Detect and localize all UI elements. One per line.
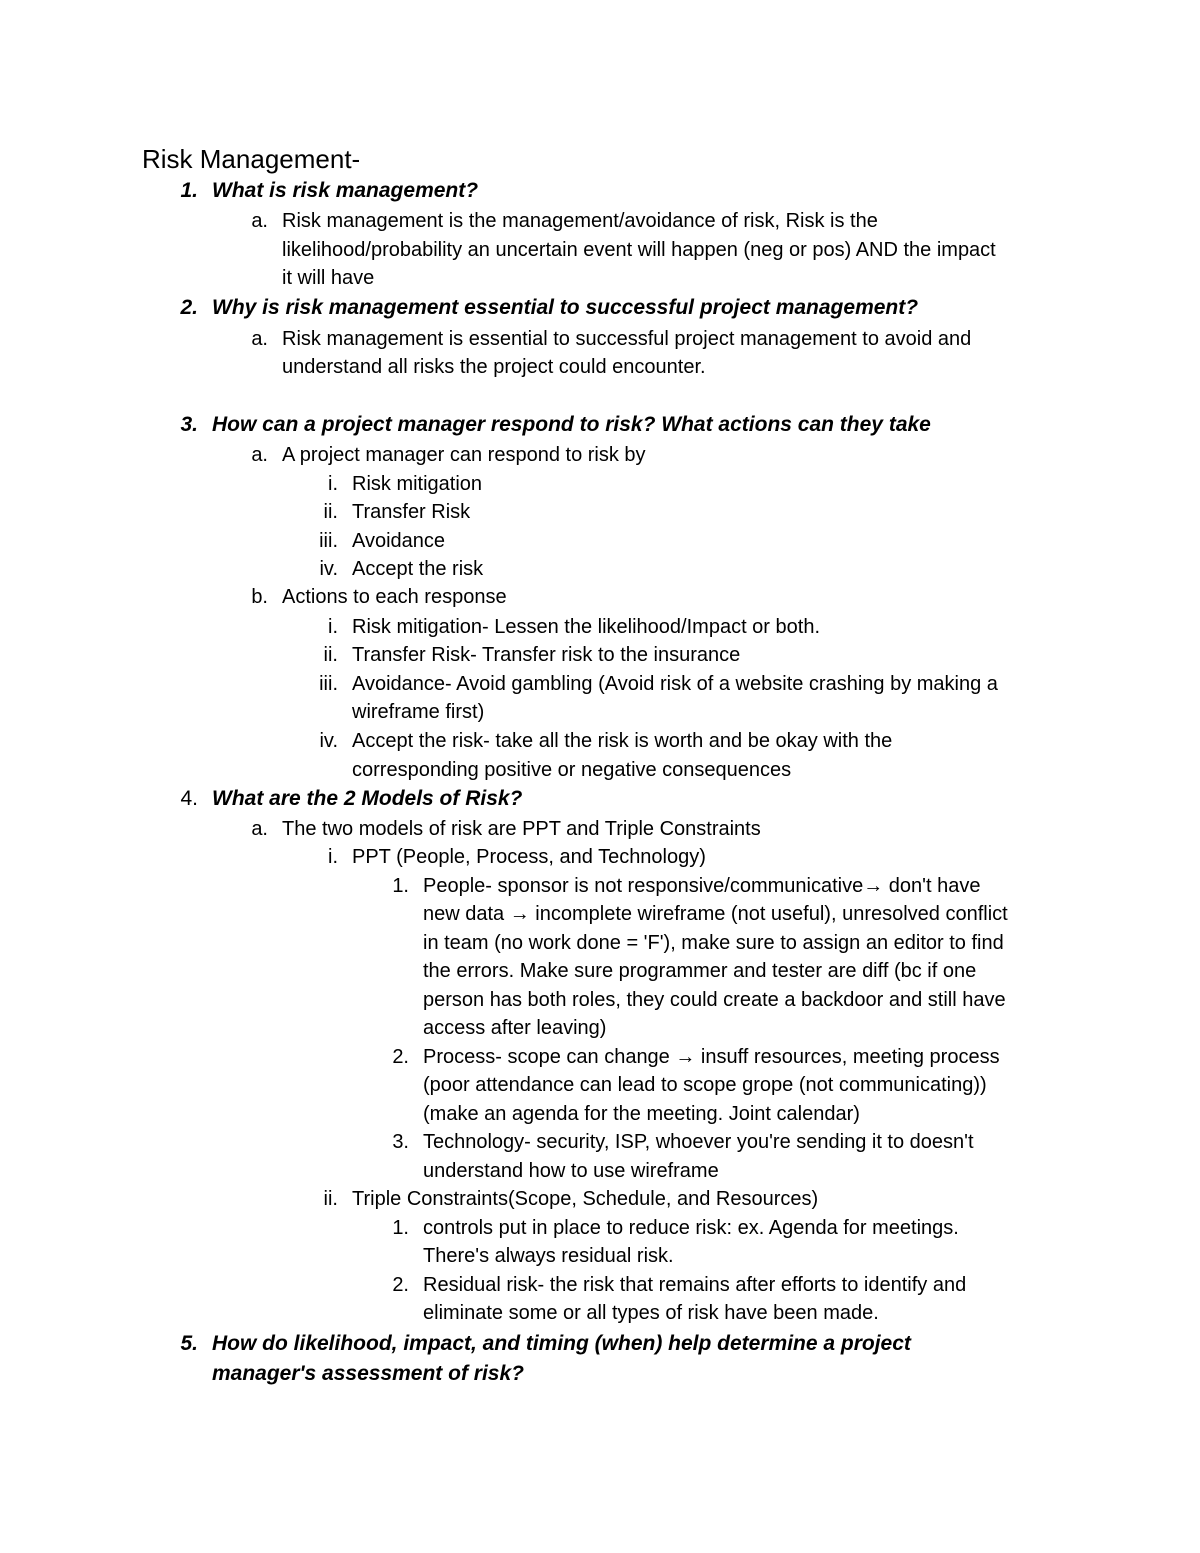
list-item-text: Avoidance- Avoid gambling (Avoid risk of a website crashing by making a	[352, 673, 998, 695]
list-marker: 1.	[392, 1217, 409, 1239]
list-marker: 4.	[180, 787, 198, 810]
list-item-continuation: wireframe first)	[352, 701, 485, 723]
question-5	[180, 1330, 911, 1359]
list-item-text: Triple Constraints(Scope, Schedule, and Resources)	[352, 1188, 819, 1210]
answer-line: understand all risks the project could encounter.	[282, 356, 706, 378]
question-text-continuation	[212, 1360, 524, 1389]
list-marker: 2.	[392, 1046, 409, 1068]
list-item-continuation: new data → incomplete wireframe (not useful), unresolved conflict	[423, 903, 1008, 925]
question-text: How can a project manager respond to risk? What actions can they take	[212, 413, 931, 436]
list-item-continuation: understand how to use wireframe	[423, 1160, 719, 1182]
list-item	[392, 1271, 967, 1300]
list-item-text: Risk mitigation	[352, 473, 483, 495]
answer-4a	[251, 815, 761, 844]
question-text: How do likelihood, impact, and timing (when) help determine a project	[212, 1332, 911, 1355]
list-item-continuation: There's always residual risk.	[423, 1245, 674, 1267]
answer-text: The two models of risk are PPT and Triple Constraints	[282, 818, 761, 840]
list-marker: iii.	[319, 530, 338, 552]
answer-text: A project manager can respond to risk by	[282, 444, 646, 466]
list-marker: 2.	[392, 1274, 409, 1296]
question-text: Why is risk management essential to successful project management?	[212, 296, 919, 319]
list-item	[392, 1043, 1000, 1072]
list-item-continuation: in team (no work done = 'F'), make sure to assign an editor to find	[423, 932, 1004, 954]
list-item-text: Accept the risk	[352, 558, 484, 580]
list-item	[319, 670, 998, 699]
list-item-continuation: (poor attendance can lead to scope grope (not communicating))	[423, 1074, 987, 1096]
list-item-text: Accept the risk- take all the risk is worth and be okay with the	[352, 730, 893, 752]
answer-3b	[251, 583, 507, 612]
model-ppt	[328, 843, 706, 872]
list-item	[323, 641, 741, 670]
list-marker: i.	[328, 616, 338, 638]
list-marker: iv.	[319, 730, 338, 752]
list-item-text: PPT (People, Process, and Technology)	[352, 846, 706, 868]
list-marker: 3.	[180, 413, 198, 436]
list-marker: 1.	[392, 875, 409, 897]
list-item-text: Transfer Risk	[352, 501, 471, 523]
list-marker: ii.	[323, 1188, 338, 1210]
answer-2a	[251, 325, 972, 354]
list-item	[392, 1214, 959, 1243]
model-triple-constraints	[323, 1185, 819, 1214]
list-item-continuation: (make an agenda for the meeting. Joint calendar)	[423, 1103, 860, 1125]
question-4	[180, 785, 523, 814]
list-item-text: Technology- security, ISP, whoever you're sending it to doesn't	[423, 1131, 974, 1153]
list-item	[328, 613, 821, 642]
list-marker: a.	[251, 328, 268, 350]
list-marker: 1.	[180, 179, 198, 202]
list-item-continuation: person has both roles, they could create a backdoor and still have	[423, 989, 1006, 1011]
question-text: manager's assessment of risk?	[212, 1362, 524, 1385]
question-3	[180, 411, 931, 440]
list-marker: b.	[251, 586, 268, 608]
answer-line: Risk management is the management/avoidance of risk, Risk is the	[282, 210, 878, 232]
question-text: What are the 2 Models of Risk?	[212, 787, 523, 810]
list-marker: i.	[328, 473, 338, 495]
answer-1a	[251, 207, 878, 236]
list-item-continuation: the errors. Make sure programmer and tester are diff (bc if one	[423, 960, 977, 982]
answer-3a	[251, 441, 646, 470]
list-item-text: Process- scope can change → insuff resources, meeting process	[423, 1046, 1000, 1068]
page-title: Risk Management-	[142, 144, 361, 174]
question-2	[180, 294, 919, 323]
list-marker: iv.	[319, 558, 338, 580]
list-item	[323, 498, 471, 527]
list-marker: 3.	[392, 1131, 409, 1153]
list-item-text: Avoidance	[352, 530, 446, 552]
list-marker: iii.	[319, 673, 338, 695]
list-item	[319, 727, 893, 756]
list-marker: a.	[251, 818, 268, 840]
list-item	[392, 1128, 974, 1157]
list-item	[328, 470, 483, 499]
list-marker: 2.	[180, 296, 198, 319]
list-item	[319, 527, 446, 556]
question-1	[180, 177, 479, 206]
list-item	[319, 555, 484, 584]
list-item-text: Risk mitigation- Lessen the likelihood/Impact or both.	[352, 616, 821, 638]
list-item-continuation: corresponding positive or negative consequences	[352, 759, 792, 781]
answer-line: Risk management is essential to successful project management to avoid and	[282, 328, 972, 350]
list-item-text: Residual risk- the risk that remains after efforts to identify and	[423, 1274, 967, 1296]
list-item	[392, 872, 981, 901]
list-item-continuation: access after leaving)	[423, 1017, 607, 1039]
answer-line: likelihood/probability an uncertain event will happen (neg or pos) AND the impact	[282, 239, 996, 261]
list-marker: a.	[251, 210, 268, 232]
list-item-text: Transfer Risk- Transfer risk to the insurance	[352, 644, 741, 666]
answer-text: Actions to each response	[282, 586, 507, 608]
list-item-continuation: eliminate some or all types of risk have been made.	[423, 1302, 879, 1324]
list-marker: 5.	[180, 1332, 198, 1355]
question-text: What is risk management?	[212, 179, 479, 202]
list-marker: a.	[251, 444, 268, 466]
list-item-text: controls put in place to reduce risk: ex. Agenda for meetings.	[423, 1217, 959, 1239]
list-marker: ii.	[323, 501, 338, 523]
list-marker: i.	[328, 846, 338, 868]
list-item-text: People- sponsor is not responsive/communicative→ don't have	[423, 875, 981, 897]
list-marker: ii.	[323, 644, 338, 666]
answer-line: it will have	[282, 267, 375, 289]
